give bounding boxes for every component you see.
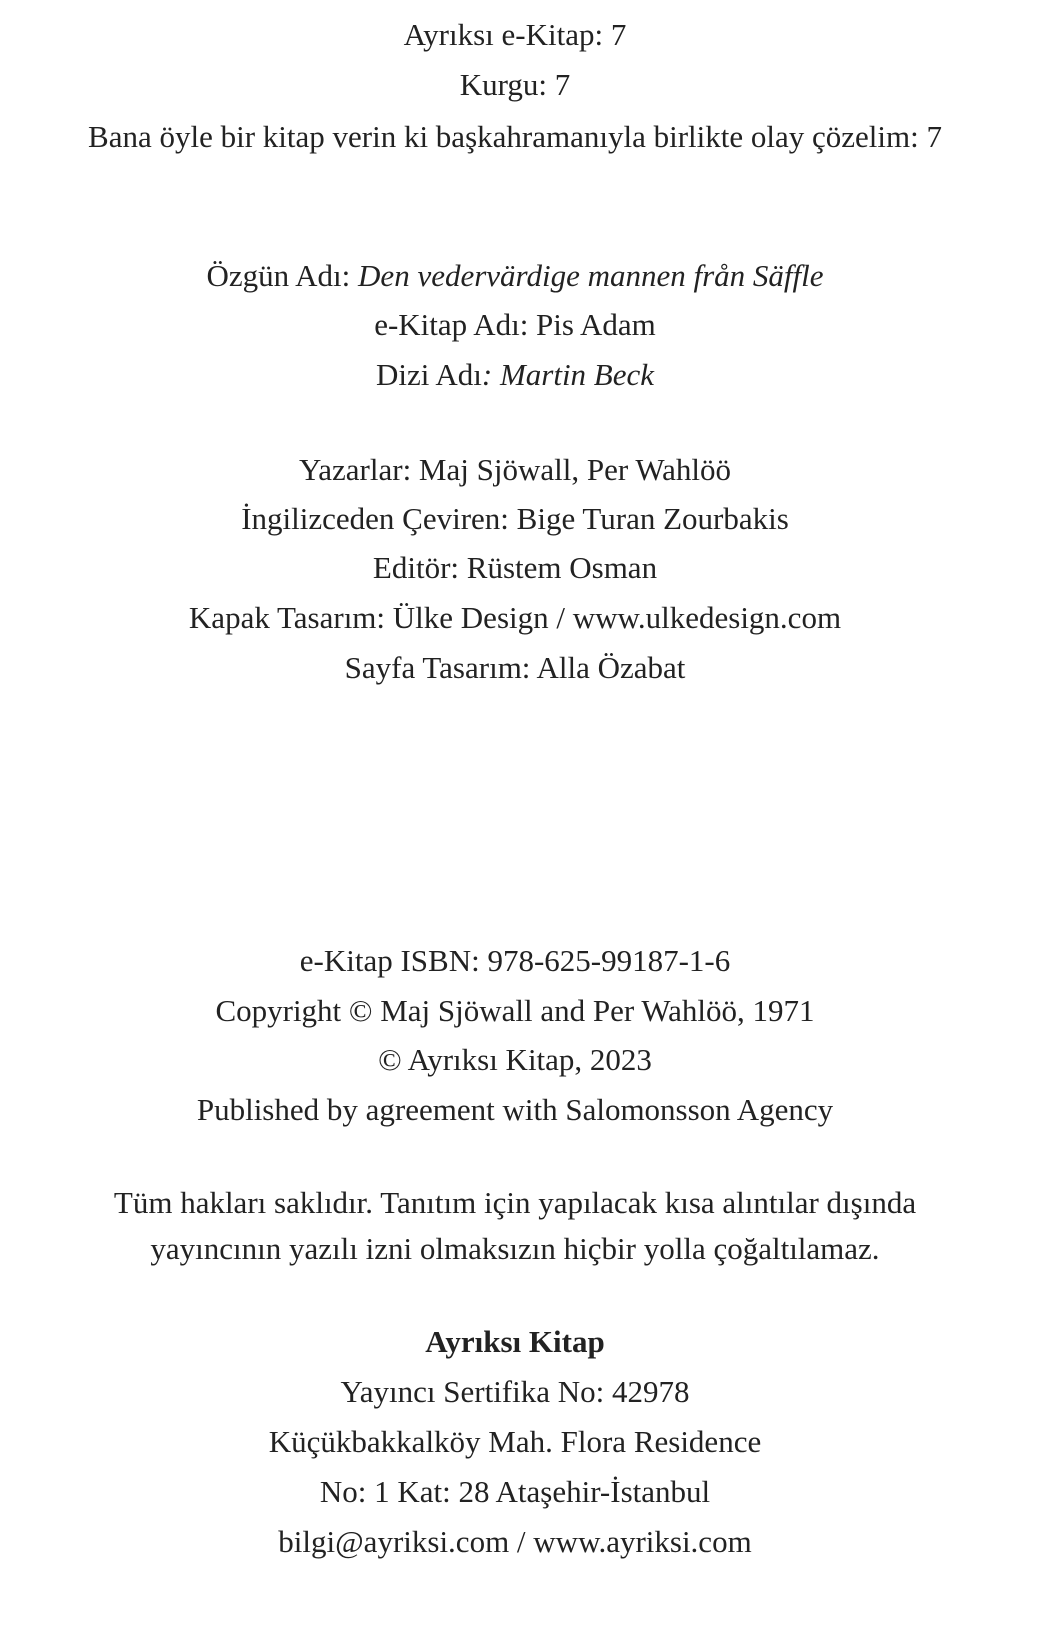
original-title-label: Özgün Adı:	[206, 258, 359, 293]
authors: Yazarlar: Maj Sjöwall, Per Wahlöö	[298, 452, 732, 487]
series-name-label: Dizi Adı	[375, 357, 482, 392]
rights-notice-line1: Tüm hakları saklıdır. Tanıtım için yapılacak kısa alıntılar dışında	[113, 1185, 917, 1220]
publisher-name: Ayrıksı Kitap	[425, 1324, 605, 1359]
publisher-address-line2: No: 1 Kat: 28 Ataşehir-İstanbul	[319, 1474, 711, 1509]
publisher-certificate: Yayıncı Sertifika No: 42978	[340, 1374, 690, 1409]
isbn: e-Kitap ISBN: 978-625-99187-1-6	[299, 943, 731, 978]
translator: İngilizceden Çeviren: Bige Turan Zourbakis	[241, 501, 789, 536]
cover-design: Kapak Tasarım: Ülke Design / www.ulkedesign.com	[188, 600, 842, 635]
page-design: Sayfa Tasarım: Alla Özabat	[344, 650, 686, 685]
agreement: Published by agreement with Salomonsson Agency	[196, 1092, 834, 1127]
original-title-line	[0, 256, 1030, 296]
series-name: : Martin Beck	[481, 357, 655, 392]
kurgu-series-number: Kurgu: 7	[459, 67, 571, 102]
copyright: Copyright © Maj Sjöwall and Per Wahlöö, 1971	[215, 993, 815, 1028]
dizi-series-line: Bana öyle bir kitap verin ki başkahramanıyla birlikte olay çözelim: 7	[88, 119, 942, 154]
publisher-copyright: © Ayrıksı Kitap, 2023	[378, 1042, 652, 1077]
ekitap-series-number: Ayrıksı e-Kitap: 7	[403, 17, 627, 52]
rights-notice-line2: yayıncının yazılı izni olmaksızın hiçbir yolla çoğaltılamaz.	[150, 1231, 880, 1266]
editor: Editör: Rüstem Osman	[372, 550, 658, 585]
ekitap-title: e-Kitap Adı: Pis Adam	[374, 307, 656, 342]
series-name-line	[0, 355, 1030, 395]
publisher-contact: bilgi@ayriksi.com / www.ayriksi.com	[278, 1524, 752, 1559]
publisher-address-line1: Küçükbakkalköy Mah. Flora Residence	[268, 1424, 762, 1459]
original-title: Den vedervärdige mannen från Säffle	[358, 258, 824, 293]
